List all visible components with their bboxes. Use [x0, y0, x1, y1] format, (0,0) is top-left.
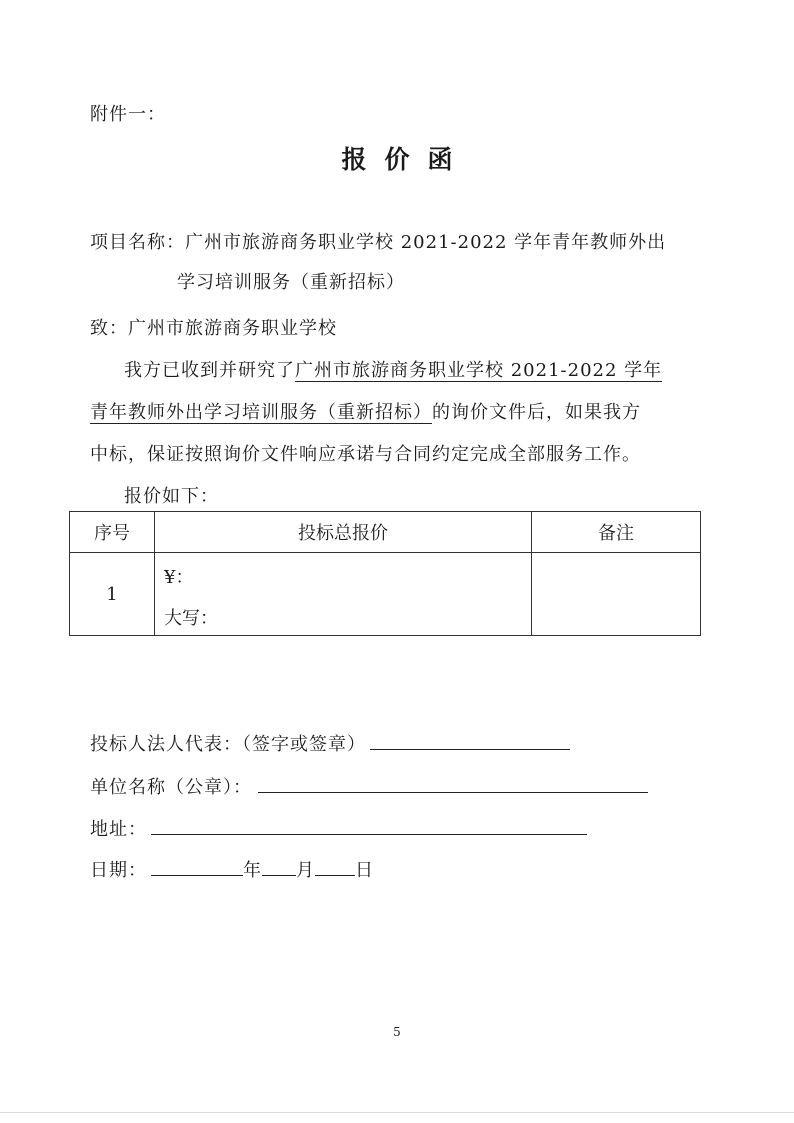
remark-cell[interactable] [532, 553, 701, 636]
body-line-1 [124, 356, 662, 382]
table-row [70, 553, 701, 636]
amount-yuan-label: ¥： [164, 567, 194, 588]
date-label: 日期： [90, 860, 147, 881]
project-name-line1: 项目名称：广州市旅游商务职业学校 2021-2022 学年青年教师外出 [90, 232, 667, 253]
table-header-row [70, 512, 701, 553]
day-blank[interactable] [315, 859, 355, 876]
total-price-cell[interactable] [155, 553, 532, 636]
body-line-1-underlined: 广州市旅游商务职业学校 2021-2022 学年 [295, 360, 663, 381]
year-label: 年 [243, 860, 262, 881]
quote-intro: 报价如下： [124, 486, 219, 507]
amount-capital-label: 大写： [164, 608, 218, 629]
row-index: 1 [70, 553, 155, 636]
header-remark: 备注 [532, 512, 701, 553]
body-line-2-underlined: 青年教师外出学习培训服务（重新招标） [90, 402, 432, 423]
representative-signature-blank[interactable] [370, 733, 570, 750]
header-total-price: 投标总报价 [155, 512, 532, 553]
day-label: 日 [355, 860, 374, 881]
body-line-2-suffix: 的询价文件后，如果我方 [432, 402, 641, 423]
header-index: 序号 [70, 512, 155, 553]
representative-line [90, 730, 570, 756]
quote-table [69, 511, 701, 636]
document-title: 报价函 [341, 145, 471, 174]
representative-label: 投标人法人代表：（签字或签章） [90, 734, 366, 755]
body-line-1-prefix: 我方已收到并研究了 [124, 360, 295, 381]
year-blank[interactable] [151, 859, 243, 876]
date-line [90, 856, 374, 882]
body-line-3: 中标，保证按照询价文件响应承诺与合同约定完成全部服务工作。 [90, 444, 641, 465]
unit-name-line [90, 773, 648, 799]
attachment-label: 附件一： [90, 104, 166, 125]
address-blank[interactable] [151, 818, 587, 835]
unit-name-label: 单位名称（公章）： [90, 777, 252, 798]
body-line-2 [90, 398, 641, 424]
unit-name-blank[interactable] [258, 776, 648, 793]
bottom-divider [0, 1112, 794, 1113]
recipient: 致：广州市旅游商务职业学校 [90, 318, 337, 339]
page-number: 5 [393, 1025, 401, 1039]
address-line [90, 815, 587, 841]
month-label: 月 [296, 860, 315, 881]
month-blank[interactable] [262, 859, 296, 876]
address-label: 地址： [90, 819, 147, 840]
project-name-line2: 学习培训服务（重新招标） [177, 272, 405, 293]
